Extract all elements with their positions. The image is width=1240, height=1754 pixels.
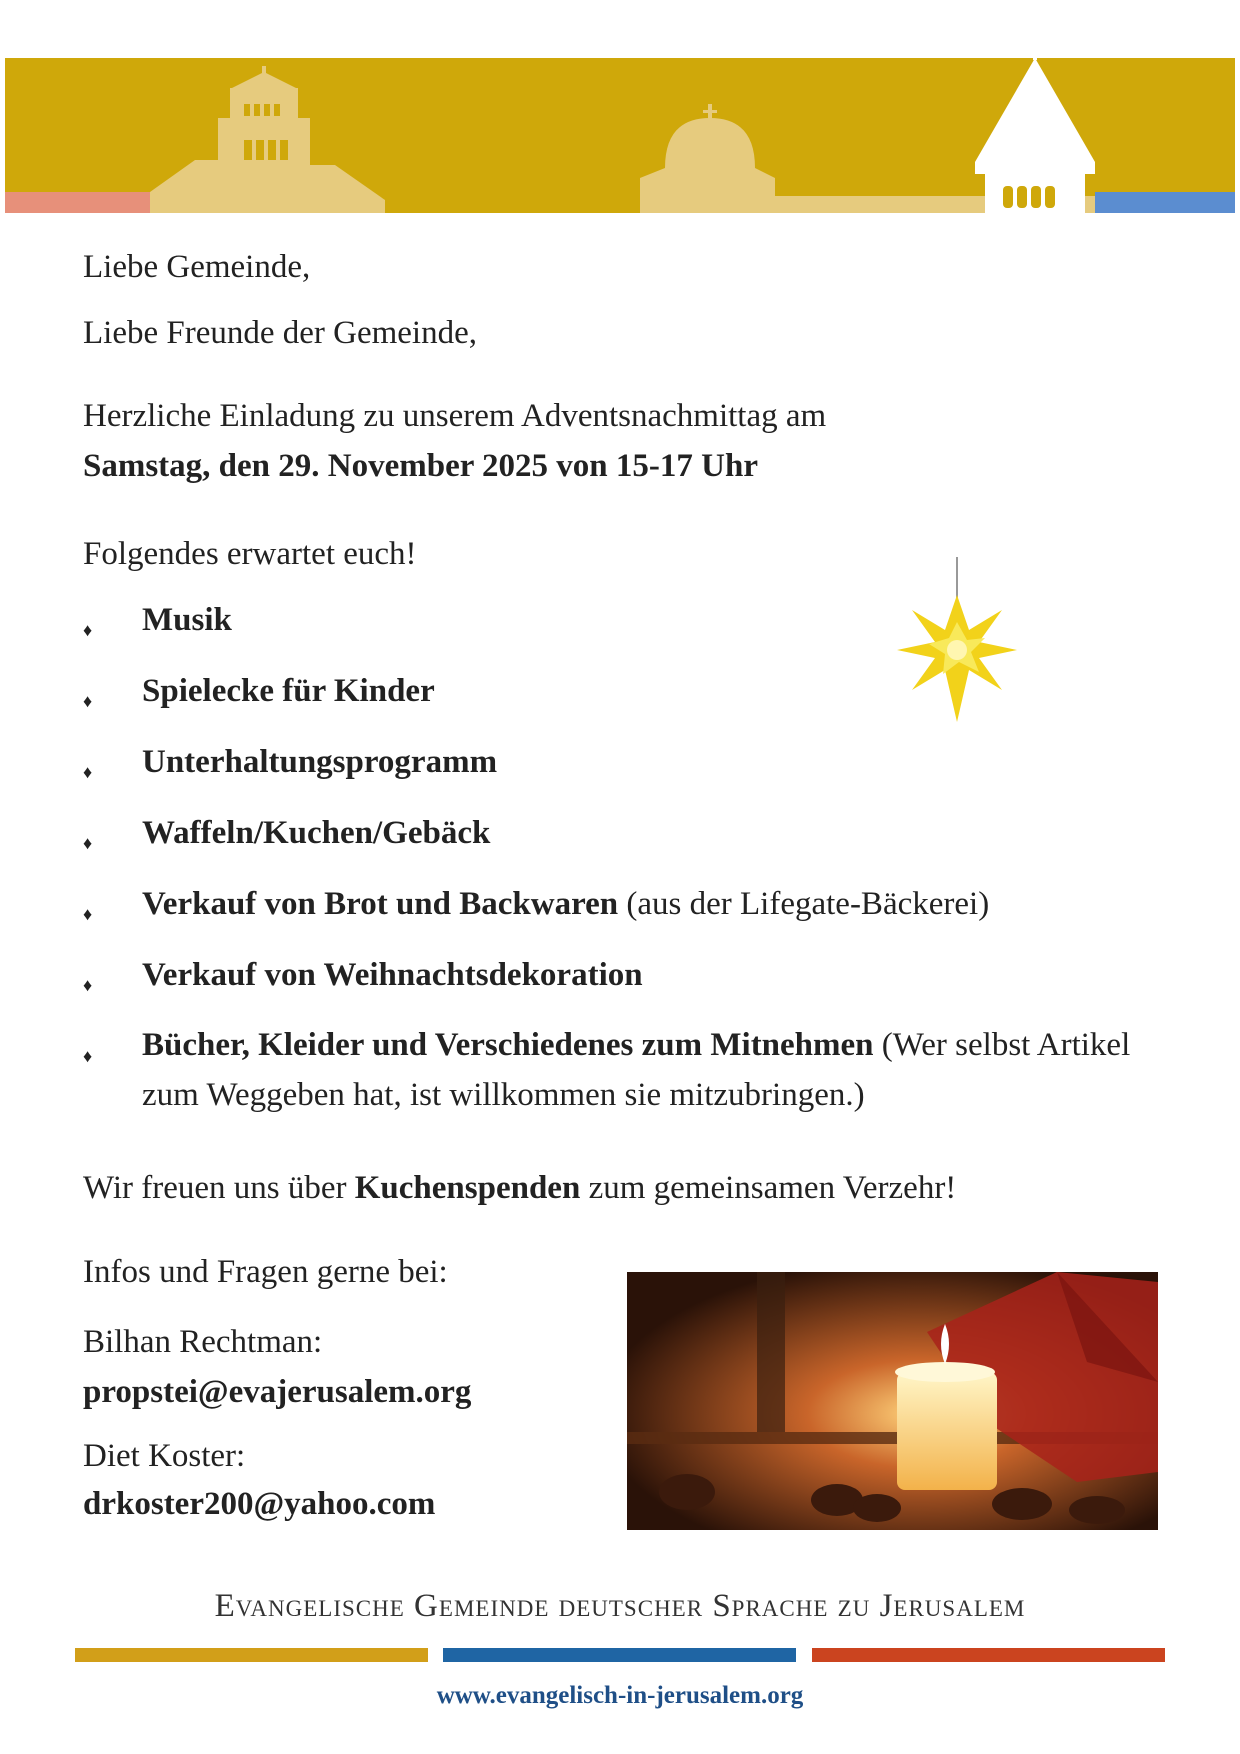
diamond-bullet-icon: ♦: [83, 691, 93, 711]
greeting-line-2: Liebe Freunde der Gemeinde,: [83, 315, 478, 351]
footer-organization-name: Evangelische Gemeinde deutscher Sprache zu Jerusalem: [214, 1588, 1026, 1624]
donation-line: Wir freuen uns über Kuchenspenden zum gemeinsamen Verzehr!: [83, 1170, 957, 1206]
invite-line: Herzliche Einladung zu unserem Adventsnachmittag am: [83, 398, 827, 434]
item-note: (Wer selbst Artikel zum Weggeben hat, ist willkommen sie mitzubringen.): [142, 1027, 1131, 1113]
diamond-bullet-icon: ♦: [83, 620, 93, 640]
item-title: Verkauf von Brot und Backwaren: [142, 886, 619, 922]
item-title: Unterhaltungsprogramm: [142, 744, 498, 780]
contact-name-1: Bilhan Rechtman:: [83, 1324, 323, 1360]
website-link[interactable]: www.evangelisch-in-jerusalem.org: [436, 1682, 804, 1709]
event-date: Samstag, den 29. November 2025 von 15-17 Uhr: [83, 448, 758, 484]
diamond-bullet-icon: ♦: [83, 1046, 93, 1066]
list-item: [83, 1026, 1163, 1126]
diamond-bullet-icon: ♦: [83, 904, 93, 924]
list-item: [83, 884, 1163, 955]
footer-color-bars: [75, 1648, 1165, 1662]
advent-star-icon: [855, 555, 1055, 755]
candle-photo: [627, 1272, 1158, 1530]
expect-heading: Folgendes erwartet euch!: [83, 536, 417, 572]
contact-name-2: Diet Koster:: [83, 1438, 246, 1474]
item-title: Spielecke für Kinder: [142, 673, 435, 709]
list-item: [83, 955, 1163, 1026]
diamond-bullet-icon: ♦: [83, 975, 93, 995]
item-title: Verkauf von Weihnachtsdekoration: [142, 957, 643, 993]
item-title: Musik: [142, 602, 232, 638]
item-title: Bücher, Kleider und Verschiedenes zum Mitnehmen: [142, 1027, 874, 1063]
greeting-line-1: Liebe Gemeinde,: [83, 249, 311, 285]
item-note: (aus der Lifegate-Bäckerei): [618, 886, 990, 922]
contact-email-1[interactable]: propstei@evajerusalem.org: [83, 1374, 472, 1410]
list-item: [83, 813, 1163, 884]
contact-heading: Infos und Fragen gerne bei:: [83, 1254, 448, 1290]
header-banner: [0, 0, 1240, 220]
diamond-bullet-icon: ♦: [83, 833, 93, 853]
item-title: Waffeln/Kuchen/Gebäck: [142, 815, 491, 851]
diamond-bullet-icon: ♦: [83, 762, 93, 782]
contact-email-2[interactable]: drkoster200@yahoo.com: [83, 1486, 436, 1522]
